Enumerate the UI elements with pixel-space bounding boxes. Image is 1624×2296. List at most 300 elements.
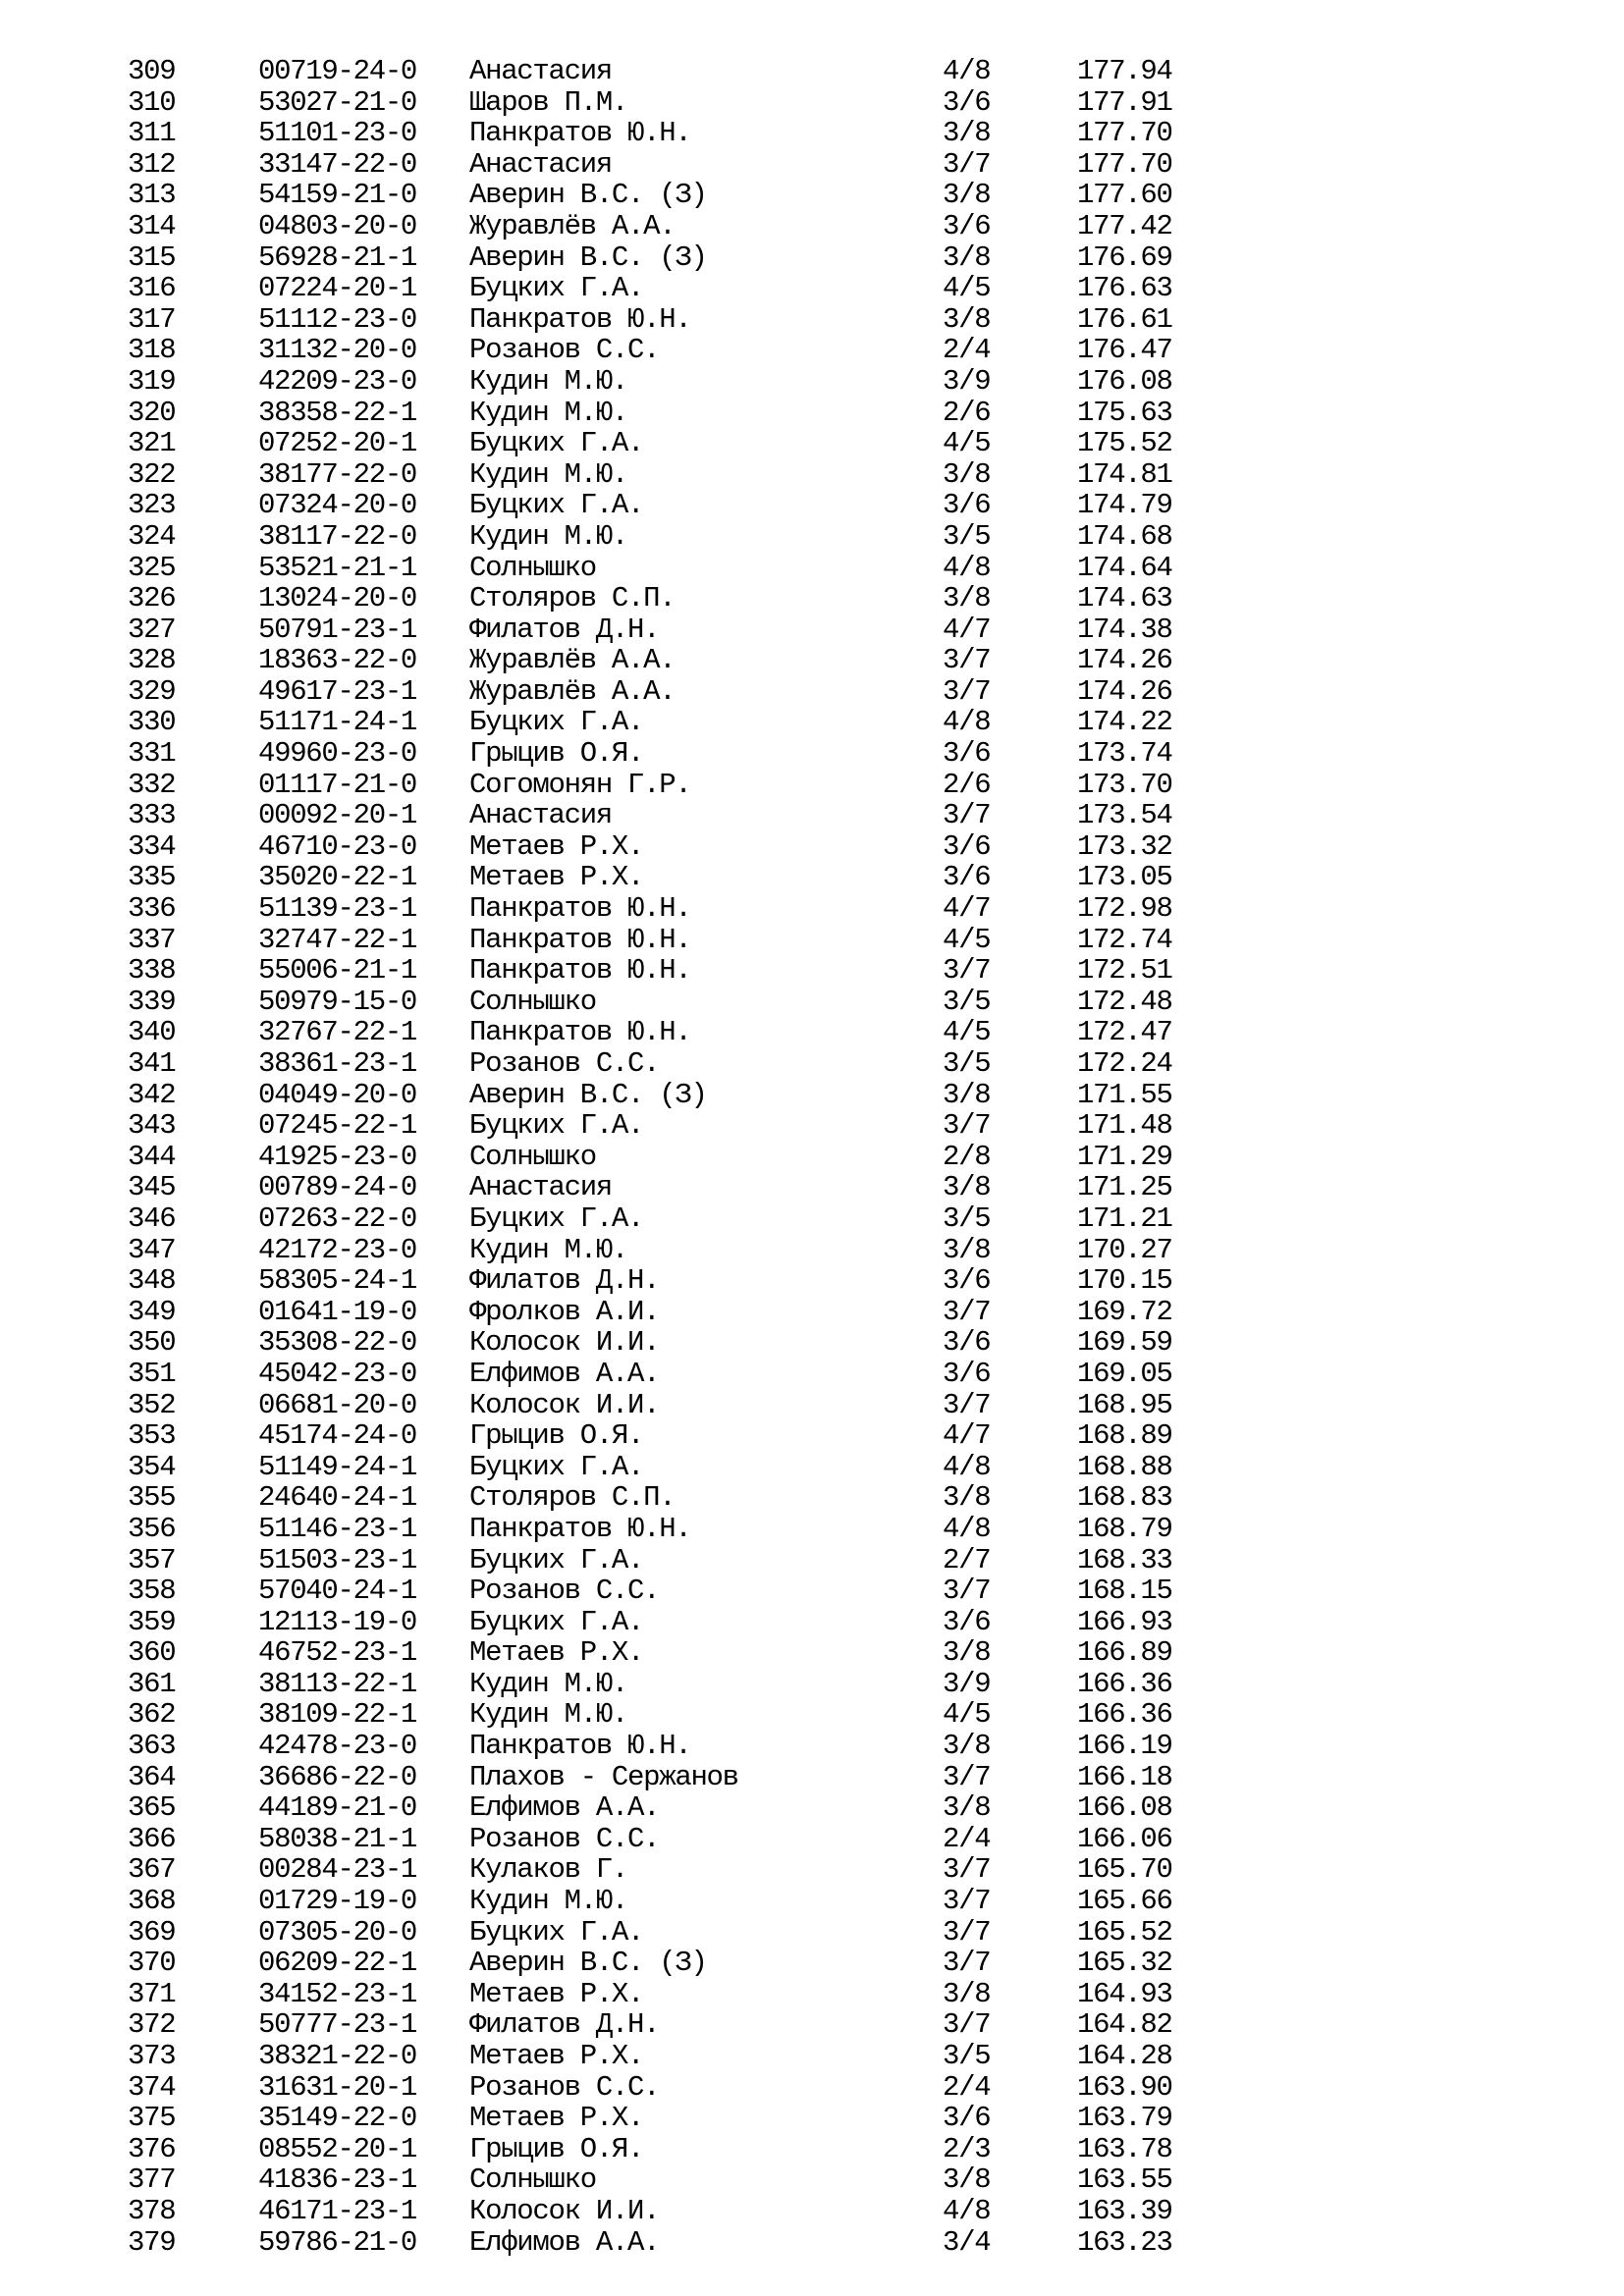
name-cell: Анастасия [469, 799, 612, 832]
fraction-cell: 4/8 [943, 55, 991, 87]
row-number-cell: 338 [128, 954, 176, 988]
table-row [0, 1792, 1624, 1824]
code-cell: 41836-23-1 [258, 2163, 417, 2197]
name-cell: Столяров С.П. [469, 582, 676, 615]
code-cell: 45042-23-0 [258, 1357, 417, 1390]
value-cell: 163.90 [1077, 2070, 1172, 2104]
name-cell: Кудин М.Ю. [469, 396, 628, 429]
code-cell: 38321-22-0 [258, 2040, 417, 2072]
value-cell: 163.78 [1077, 2132, 1172, 2165]
name-cell: Аверин В.С. (З) [469, 1947, 707, 1980]
table-row [0, 553, 1624, 584]
value-cell: 172.47 [1077, 1016, 1172, 1049]
name-cell: Филатов Д.Н. [469, 2008, 660, 2042]
fraction-cell: 3/7 [943, 954, 991, 988]
value-cell: 177.70 [1077, 117, 1172, 150]
table-row [0, 1235, 1624, 1266]
fraction-cell: 3/5 [943, 985, 991, 1018]
fraction-cell: 3/5 [943, 1201, 991, 1235]
table-row [0, 614, 1624, 646]
name-cell: Колосок И.И. [469, 2194, 660, 2227]
table-row [0, 1854, 1624, 1886]
fraction-cell: 3/5 [943, 2040, 991, 2072]
value-cell: 169.59 [1077, 1326, 1172, 1360]
row-number-cell: 346 [128, 1201, 176, 1235]
name-cell: Колосок И.И. [469, 1326, 660, 1360]
fraction-cell: 4/7 [943, 613, 991, 646]
name-cell: Панкратов Ю.Н. [469, 302, 691, 336]
fraction-cell: 3/7 [943, 1885, 991, 1918]
code-cell: 07263-22-0 [258, 1201, 417, 1235]
name-cell: Анастасия [469, 1171, 612, 1204]
value-cell: 174.38 [1077, 613, 1172, 646]
name-cell: Кудин М.Ю. [469, 519, 628, 553]
value-cell: 172.74 [1077, 923, 1172, 956]
name-cell: Журавлёв А.А. [469, 209, 676, 242]
value-cell: 166.36 [1077, 1698, 1172, 1732]
code-cell: 44189-21-0 [258, 1791, 417, 1825]
table-row [0, 1762, 1624, 1793]
row-number-cell: 342 [128, 1078, 176, 1111]
table-row [0, 1824, 1624, 1855]
table-row [0, 1607, 1624, 1638]
code-cell: 38113-22-1 [258, 1667, 417, 1700]
fraction-cell: 3/7 [943, 1575, 991, 1608]
row-number-cell: 321 [128, 427, 176, 460]
fraction-cell: 3/7 [943, 799, 991, 832]
name-cell: Панкратов Ю.Н. [469, 954, 691, 988]
code-cell: 38117-22-0 [258, 519, 417, 553]
fraction-cell: 2/4 [943, 2070, 991, 2104]
row-number-cell: 330 [128, 706, 176, 739]
row-number-cell: 354 [128, 1450, 176, 1483]
code-cell: 18363-22-0 [258, 644, 417, 677]
fraction-cell: 3/6 [943, 829, 991, 863]
name-cell: Буцких Г.А. [469, 1605, 644, 1638]
table-row [0, 366, 1624, 398]
code-cell: 56928-21-1 [258, 240, 417, 274]
name-cell: Розанов С.С. [469, 334, 660, 367]
table-row [0, 583, 1624, 614]
table-row [0, 459, 1624, 491]
name-cell: Шаров П.М. [469, 85, 628, 119]
code-cell: 51101-23-0 [258, 117, 417, 150]
fraction-cell: 2/3 [943, 2132, 991, 2165]
name-cell: Солнышко [469, 551, 596, 584]
row-number-cell: 340 [128, 1016, 176, 1049]
value-cell: 168.88 [1077, 1450, 1172, 1483]
row-number-cell: 344 [128, 1140, 176, 1173]
fraction-cell: 2/7 [943, 1543, 991, 1576]
value-cell: 172.98 [1077, 892, 1172, 926]
row-number-cell: 355 [128, 1481, 176, 1515]
table-row [0, 2227, 1624, 2259]
row-number-cell: 349 [128, 1295, 176, 1328]
table-row [0, 304, 1624, 336]
row-number-cell: 351 [128, 1357, 176, 1390]
value-cell: 174.81 [1077, 457, 1172, 491]
table-row [0, 1017, 1624, 1048]
name-cell: Елфимов А.А. [469, 1791, 660, 1825]
fraction-cell: 3/7 [943, 674, 991, 708]
code-cell: 12113-19-0 [258, 1605, 417, 1638]
table-row [0, 1545, 1624, 1576]
name-cell: Грыцив О.Я. [469, 737, 644, 771]
value-cell: 177.91 [1077, 85, 1172, 119]
value-cell: 166.36 [1077, 1667, 1172, 1700]
table-row [0, 707, 1624, 738]
row-number-cell: 324 [128, 519, 176, 553]
value-cell: 163.79 [1077, 2102, 1172, 2135]
value-cell: 166.89 [1077, 1636, 1172, 1670]
name-cell: Елфимов А.А. [469, 2225, 660, 2259]
value-cell: 168.89 [1077, 1419, 1172, 1453]
table-row [0, 1080, 1624, 1111]
name-cell: Журавлёв А.А. [469, 674, 676, 708]
name-cell: Буцких Г.А. [469, 706, 644, 739]
fraction-cell: 3/4 [943, 2225, 991, 2259]
name-cell: Солнышко [469, 1140, 596, 1173]
name-cell: Столяров С.П. [469, 1481, 676, 1515]
row-number-cell: 347 [128, 1233, 176, 1266]
value-cell: 166.08 [1077, 1791, 1172, 1825]
fraction-cell: 3/8 [943, 1171, 991, 1204]
value-cell: 173.05 [1077, 861, 1172, 894]
name-cell: Буцких Г.А. [469, 1109, 644, 1143]
code-cell: 38109-22-1 [258, 1698, 417, 1732]
value-cell: 173.74 [1077, 737, 1172, 771]
code-cell: 07305-20-0 [258, 1915, 417, 1949]
code-cell: 01117-21-0 [258, 768, 417, 801]
name-cell: Аверин В.С. (З) [469, 240, 707, 274]
row-number-cell: 367 [128, 1853, 176, 1887]
fraction-cell: 3/8 [943, 1636, 991, 1670]
value-cell: 165.70 [1077, 1853, 1172, 1887]
code-cell: 33147-22-0 [258, 147, 417, 181]
code-cell: 00789-24-0 [258, 1171, 417, 1204]
code-cell: 51149-24-1 [258, 1450, 417, 1483]
value-cell: 172.51 [1077, 954, 1172, 988]
table-row [0, 1110, 1624, 1142]
row-number-cell: 319 [128, 364, 176, 398]
name-cell: Фролков А.И. [469, 1295, 660, 1328]
code-cell: 49617-23-1 [258, 674, 417, 708]
fraction-cell: 3/8 [943, 1233, 991, 1266]
fraction-cell: 4/8 [943, 551, 991, 584]
code-cell: 35308-22-0 [258, 1326, 417, 1360]
row-number-cell: 333 [128, 799, 176, 832]
row-number-cell: 325 [128, 551, 176, 584]
code-cell: 53521-21-1 [258, 551, 417, 584]
fraction-cell: 3/6 [943, 1264, 991, 1298]
name-cell: Грыцив О.Я. [469, 1419, 644, 1453]
table-row [0, 242, 1624, 274]
fraction-cell: 2/4 [943, 1822, 991, 1855]
row-number-cell: 327 [128, 613, 176, 646]
code-cell: 04049-20-0 [258, 1078, 417, 1111]
row-number-cell: 361 [128, 1667, 176, 1700]
fraction-cell: 4/7 [943, 892, 991, 926]
name-cell: Филатов Д.Н. [469, 613, 660, 646]
table-row [0, 428, 1624, 459]
row-number-cell: 350 [128, 1326, 176, 1360]
fraction-cell: 3/6 [943, 209, 991, 242]
name-cell: Буцких Г.А. [469, 1201, 644, 1235]
name-cell: Филатов Д.Н. [469, 1264, 660, 1298]
name-cell: Солнышко [469, 2163, 596, 2197]
code-cell: 31132-20-0 [258, 334, 417, 367]
fraction-cell: 3/8 [943, 582, 991, 615]
row-number-cell: 345 [128, 1171, 176, 1204]
code-cell: 50979-15-0 [258, 985, 417, 1018]
row-number-cell: 312 [128, 147, 176, 181]
table-row [0, 770, 1624, 801]
value-cell: 169.72 [1077, 1295, 1172, 1328]
name-cell: Журавлёв А.А. [469, 644, 676, 677]
row-number-cell: 309 [128, 55, 176, 87]
name-cell: Буцких Г.А. [469, 1450, 644, 1483]
fraction-cell: 3/7 [943, 1915, 991, 1949]
value-cell: 173.70 [1077, 768, 1172, 801]
code-cell: 32747-22-1 [258, 923, 417, 956]
name-cell: Согомонян Г.Р. [469, 768, 691, 801]
value-cell: 166.06 [1077, 1822, 1172, 1855]
code-cell: 32767-22-1 [258, 1016, 417, 1049]
table-row [0, 1048, 1624, 1080]
table-row [0, 738, 1624, 770]
table-row [0, 955, 1624, 987]
code-cell: 38177-22-0 [258, 457, 417, 491]
value-cell: 164.82 [1077, 2008, 1172, 2042]
value-cell: 171.25 [1077, 1171, 1172, 1204]
name-cell: Метаев Р.Х. [469, 829, 644, 863]
table-row [0, 1452, 1624, 1483]
code-cell: 01729-19-0 [258, 1885, 417, 1918]
value-cell: 173.32 [1077, 829, 1172, 863]
code-cell: 00719-24-0 [258, 55, 417, 87]
value-cell: 176.47 [1077, 334, 1172, 367]
name-cell: Аверин В.С. (З) [469, 1078, 707, 1111]
fraction-cell: 3/7 [943, 1109, 991, 1143]
table-row [0, 2164, 1624, 2196]
row-number-cell: 326 [128, 582, 176, 615]
table-row [0, 521, 1624, 553]
name-cell: Кудин М.Ю. [469, 1667, 628, 1700]
row-number-cell: 359 [128, 1605, 176, 1638]
value-cell: 174.64 [1077, 551, 1172, 584]
name-cell: Кулаков Г. [469, 1853, 628, 1887]
row-number-cell: 368 [128, 1885, 176, 1918]
code-cell: 45174-24-0 [258, 1419, 417, 1453]
fraction-cell: 2/6 [943, 768, 991, 801]
fraction-cell: 3/8 [943, 117, 991, 150]
table-row [0, 1482, 1624, 1514]
name-cell: Розанов С.С. [469, 1047, 660, 1080]
code-cell: 54159-21-0 [258, 179, 417, 212]
name-cell: Буцких Г.А. [469, 489, 644, 522]
fraction-cell: 3/7 [943, 147, 991, 181]
fraction-cell: 4/5 [943, 1016, 991, 1049]
name-cell: Плахов - Сержанов [469, 1760, 738, 1793]
row-number-cell: 313 [128, 179, 176, 212]
row-number-cell: 365 [128, 1791, 176, 1825]
value-cell: 177.60 [1077, 179, 1172, 212]
table-row [0, 893, 1624, 925]
row-number-cell: 363 [128, 1730, 176, 1763]
code-cell: 41925-23-0 [258, 1140, 417, 1173]
name-cell: Панкратов Ю.Н. [469, 1016, 691, 1049]
value-cell: 166.19 [1077, 1730, 1172, 1763]
table-row [0, 1575, 1624, 1607]
value-cell: 170.15 [1077, 1264, 1172, 1298]
value-cell: 176.69 [1077, 240, 1172, 274]
code-cell: 36686-22-0 [258, 1760, 417, 1793]
row-number-cell: 328 [128, 644, 176, 677]
fraction-cell: 2/4 [943, 334, 991, 367]
row-number-cell: 375 [128, 2102, 176, 2135]
value-cell: 176.08 [1077, 364, 1172, 398]
value-cell: 175.63 [1077, 396, 1172, 429]
value-cell: 166.18 [1077, 1760, 1172, 1793]
row-number-cell: 372 [128, 2008, 176, 2042]
name-cell: Метаев Р.Х. [469, 2040, 644, 2072]
fraction-cell: 4/5 [943, 427, 991, 460]
code-cell: 31631-20-1 [258, 2070, 417, 2104]
fraction-cell: 3/8 [943, 302, 991, 336]
code-cell: 35149-22-0 [258, 2102, 417, 2135]
fraction-cell: 4/5 [943, 272, 991, 305]
fraction-cell: 3/8 [943, 1977, 991, 2010]
code-cell: 51171-24-1 [258, 706, 417, 739]
value-cell: 171.55 [1077, 1078, 1172, 1111]
row-number-cell: 322 [128, 457, 176, 491]
code-cell: 04803-20-0 [258, 209, 417, 242]
row-number-cell: 379 [128, 2225, 176, 2259]
fraction-cell: 4/5 [943, 1698, 991, 1732]
fraction-cell: 3/8 [943, 179, 991, 212]
name-cell: Кудин М.Ю. [469, 1233, 628, 1266]
code-cell: 49960-23-0 [258, 737, 417, 771]
row-number-cell: 320 [128, 396, 176, 429]
table-row [0, 862, 1624, 893]
row-number-cell: 331 [128, 737, 176, 771]
fraction-cell: 4/8 [943, 706, 991, 739]
table-row [0, 149, 1624, 181]
row-number-cell: 323 [128, 489, 176, 522]
code-cell: 06209-22-1 [258, 1947, 417, 1980]
row-number-cell: 311 [128, 117, 176, 150]
table-row [0, 1669, 1624, 1700]
code-cell: 51146-23-1 [258, 1512, 417, 1545]
row-number-cell: 318 [128, 334, 176, 367]
table-row [0, 1731, 1624, 1762]
code-cell: 13024-20-0 [258, 582, 417, 615]
table-row [0, 1297, 1624, 1328]
table-row [0, 211, 1624, 242]
row-number-cell: 310 [128, 85, 176, 119]
row-number-cell: 339 [128, 985, 176, 1018]
fraction-cell: 4/8 [943, 1450, 991, 1483]
code-cell: 46171-23-1 [258, 2194, 417, 2227]
value-cell: 171.21 [1077, 1201, 1172, 1235]
table-row [0, 1917, 1624, 1949]
value-cell: 177.42 [1077, 209, 1172, 242]
name-cell: Кудин М.Ю. [469, 1885, 628, 1918]
value-cell: 169.05 [1077, 1357, 1172, 1390]
row-number-cell: 370 [128, 1947, 176, 1980]
row-number-cell: 341 [128, 1047, 176, 1080]
fraction-cell: 3/8 [943, 457, 991, 491]
row-number-cell: 357 [128, 1543, 176, 1576]
table-row [0, 56, 1624, 87]
name-cell: Анастасия [469, 55, 612, 87]
value-cell: 165.52 [1077, 1915, 1172, 1949]
table-row [0, 800, 1624, 831]
row-number-cell: 362 [128, 1698, 176, 1732]
code-cell: 07252-20-1 [258, 427, 417, 460]
table-row [0, 1979, 1624, 2010]
row-number-cell: 348 [128, 1264, 176, 1298]
fraction-cell: 3/9 [943, 364, 991, 398]
name-cell: Панкратов Ю.Н. [469, 117, 691, 150]
row-number-cell: 314 [128, 209, 176, 242]
code-cell: 00284-23-1 [258, 1853, 417, 1887]
row-number-cell: 360 [128, 1636, 176, 1670]
fraction-cell: 3/7 [943, 644, 991, 677]
row-number-cell: 337 [128, 923, 176, 956]
name-cell: Кудин М.Ю. [469, 1698, 628, 1732]
row-number-cell: 343 [128, 1109, 176, 1143]
code-cell: 42172-23-0 [258, 1233, 417, 1266]
code-cell: 34152-23-1 [258, 1977, 417, 2010]
code-cell: 51139-23-1 [258, 892, 417, 926]
value-cell: 163.23 [1077, 2225, 1172, 2259]
fraction-cell: 3/7 [943, 1947, 991, 1980]
value-cell: 168.83 [1077, 1481, 1172, 1515]
table-row [0, 1142, 1624, 1173]
value-cell: 174.22 [1077, 706, 1172, 739]
row-number-cell: 364 [128, 1760, 176, 1793]
table-row [0, 335, 1624, 366]
name-cell: Грыцив О.Я. [469, 2132, 644, 2165]
table-row [0, 2196, 1624, 2227]
code-cell: 07324-20-0 [258, 489, 417, 522]
table-row [0, 2072, 1624, 2104]
fraction-cell: 2/8 [943, 1140, 991, 1173]
code-cell: 38358-22-1 [258, 396, 417, 429]
value-cell: 168.95 [1077, 1388, 1172, 1421]
row-number-cell: 358 [128, 1575, 176, 1608]
code-cell: 50791-23-1 [258, 613, 417, 646]
fraction-cell: 3/8 [943, 240, 991, 274]
fraction-cell: 3/8 [943, 2163, 991, 2197]
name-cell: Панкратов Ю.Н. [469, 923, 691, 956]
row-number-cell: 332 [128, 768, 176, 801]
table-row [0, 1265, 1624, 1297]
code-cell: 59786-21-0 [258, 2225, 417, 2259]
name-cell: Розанов С.С. [469, 2070, 660, 2104]
value-cell: 164.28 [1077, 2040, 1172, 2072]
name-cell: Розанов С.С. [469, 1575, 660, 1608]
code-cell: 55006-21-1 [258, 954, 417, 988]
fraction-cell: 3/6 [943, 85, 991, 119]
table-row [0, 1637, 1624, 1669]
table-row [0, 645, 1624, 676]
code-cell: 46710-23-0 [258, 829, 417, 863]
table-row [0, 1699, 1624, 1731]
table-row [0, 490, 1624, 521]
table-row [0, 2009, 1624, 2041]
